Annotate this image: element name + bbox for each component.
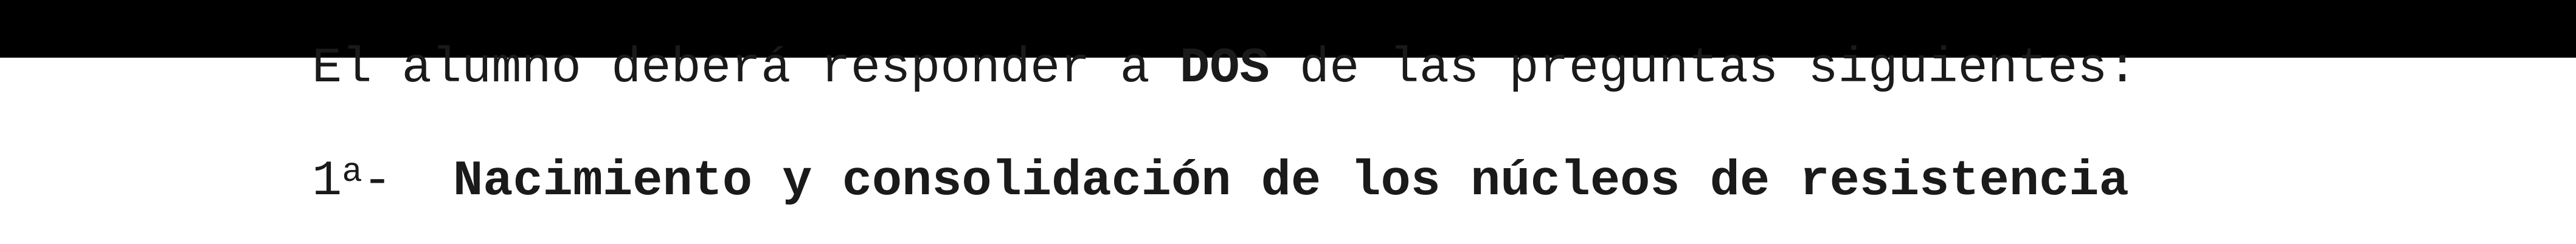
- instruction-prefix: El alumno deberá responder a: [312, 40, 1180, 97]
- question-line: [312, 152, 2129, 209]
- question-title: Nacimiento y consolidación de los núcleos de resistencia: [453, 153, 2129, 209]
- question-separator: -: [362, 153, 393, 209]
- instruction-suffix: de las preguntas siguientes:: [1269, 40, 2138, 97]
- question-number: 1: [312, 153, 342, 209]
- instruction-emphasis: DOS: [1180, 40, 1270, 97]
- question-number-group: [312, 152, 453, 209]
- question-ordinal: a: [342, 152, 362, 191]
- instruction-line: [312, 40, 2138, 97]
